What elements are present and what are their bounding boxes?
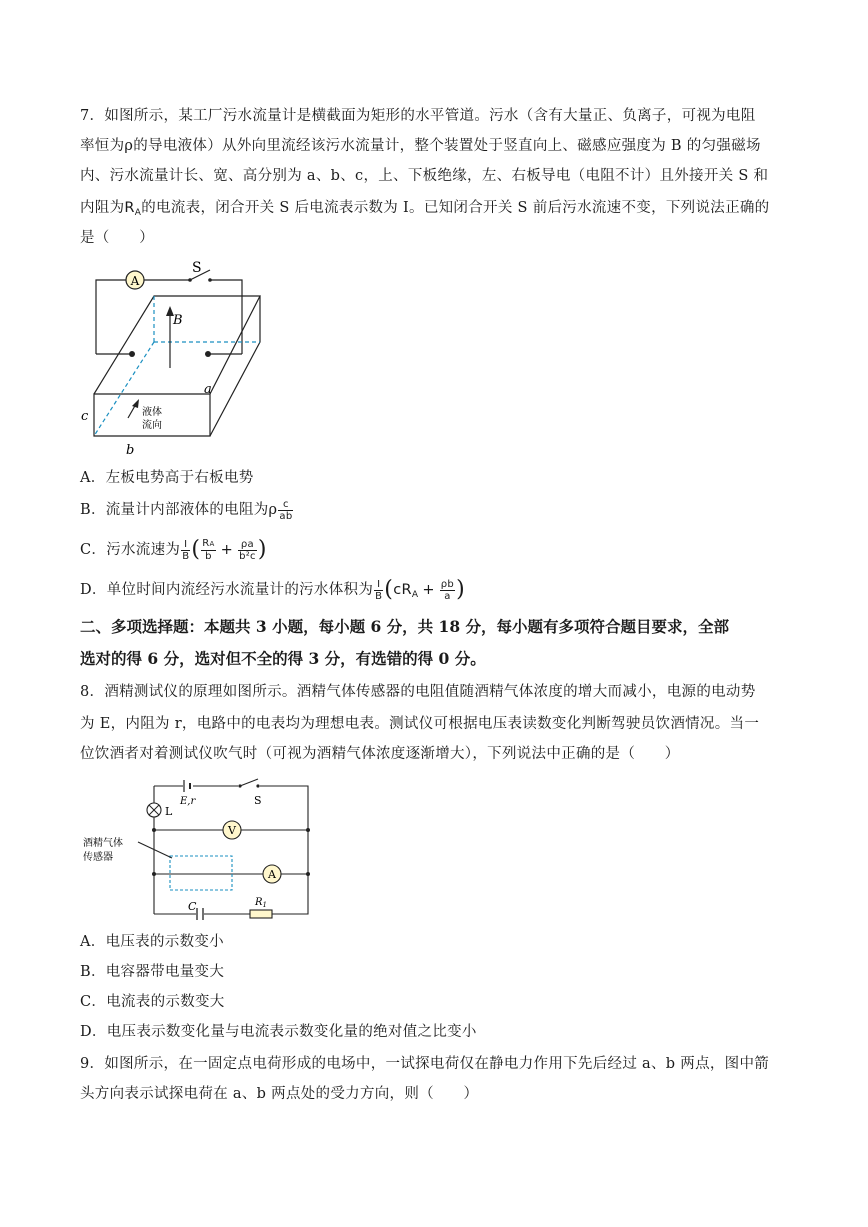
section-2-heading-line-2: 选对的得 6 分，选对但不全的得 3 分，有选错的得 0 分。 — [80, 649, 486, 668]
q7-line-5: 是（ ） — [80, 230, 154, 246]
q7-c-label: c — [81, 409, 89, 424]
q9-line-2: 头方向表示试探电荷在 a、b 两点处的受力方向，则（ ） — [80, 1086, 479, 1102]
q8-option-a: A．电压表的示数变小 — [80, 934, 224, 950]
q7-option-c-frac-1: $\frac{I}{B}$ — [182, 538, 190, 562]
q7-line-4-post: 的电流表，闭合开关 S 后电流表示数为 I。已知闭合开关 S 前后污水流速不变，下列说法正确的 — [141, 200, 770, 216]
q7-option-c-plus: + — [220, 542, 234, 558]
q7-wire-right — [210, 280, 242, 354]
section-2-heading-line-1: 二、多项选择题：本题共 3 小题，每小题 6 分，共 18 分，每小题有多项符合题目要求，全部 — [80, 617, 730, 636]
q7-box-right — [210, 296, 260, 436]
q7-switch-label: S — [192, 260, 202, 276]
q8-resistor-label: $R_1$ — [255, 897, 267, 909]
q8-switch-label: S — [254, 794, 262, 807]
q7-b-dim-label: b — [126, 443, 135, 458]
q8-line-3: 位饮酒者对着测试仪吹气时（可视为酒精气体浓度逐渐增大），下列说法中正确的是（ ） — [80, 746, 680, 762]
q7-option-d-term: $cR_A$ — [393, 582, 419, 600]
q7-flowmeter-figure — [80, 258, 270, 458]
q7-flow-label-2: 流向 — [142, 420, 162, 431]
q8-sensor-box — [170, 856, 232, 890]
q7-wire-left — [96, 280, 126, 354]
q8-option-c: C．电流表的示数变大 — [80, 994, 225, 1010]
q8-circuit-figure — [80, 776, 320, 924]
q7-b-label: B — [173, 313, 183, 328]
q7-option-a: A．左板电势高于右板电势 — [80, 470, 254, 486]
q8-resistor-symbol — [250, 910, 272, 918]
q8-lamp-label: L — [165, 805, 173, 818]
q8-line-1: 8．酒精测试仪的原理如图所示。酒精气体传感器的电阻值随酒精气体浓度的增大而减小，电源的电动势 — [80, 684, 756, 700]
q8-sensor-label-1: 酒精气体 — [83, 838, 123, 849]
q7-a-label: a — [204, 382, 212, 397]
q7-flow-label-1: 液体 — [142, 407, 162, 418]
q7-box-top — [94, 296, 260, 394]
q7-option-c-text: C．污水流速为 — [80, 542, 181, 558]
q8-battery-label: E,r — [180, 796, 196, 807]
q7-option-d-text: D．单位时间内流经污水流量计的污水体积为 — [80, 582, 374, 598]
q7-ra-subscript: A — [134, 208, 142, 218]
q8-line-2: 为 E，内阻为 r，电路中的电表均为理想电表。测试仪可根据电压表读数变化判断驾驶员饮酒情况。当一 — [80, 716, 760, 732]
q7-option-d-frac-1: $\frac{I}{B}$ — [375, 578, 383, 602]
q9-line-1: 9．如图所示，在一固定点电荷形成的电场中，一试探电荷仅在静电力作用下先后经过 a、b 两点，图中箭 — [80, 1056, 770, 1072]
q8-option-d: D．电压表示数变化量与电流表示数变化量的绝对值之比变小 — [80, 1024, 477, 1040]
q7-option-c-frac-2: $\frac{RA}{b}$ — [202, 538, 215, 562]
q8-capacitor-label: C — [188, 900, 197, 913]
q8-sensor-pointer — [138, 842, 172, 858]
q7-line-1: 7．如图所示，某工厂污水流量计是横截面为矩形的水平管道。污水（含有大量正、负离子，可视为电阻 — [80, 108, 756, 124]
q8-option-b: B．电容器带电量变大 — [80, 964, 225, 980]
q7-option-d-plus: + — [422, 582, 435, 598]
q8-sensor-label-2: 传感器 — [83, 852, 113, 863]
q7-line-4-pre: 内阻为 — [80, 200, 125, 216]
q8-voltmeter-label: V — [228, 824, 236, 837]
q7-option-c-frac-3: $\frac{\rho a}{\text{b²c}}$ — [239, 538, 256, 562]
q8-outer-wire — [154, 786, 308, 914]
q7-line-3: 内、污水流量计长、宽、高分别为 a、b、c，上、下板绝缘，左、右板导电（电阻不计）且外接开关 S 和 — [80, 168, 769, 184]
q7-ra-symbol: R — [124, 200, 135, 216]
q7-ammeter-label: A — [130, 274, 140, 288]
q7-line-2: 率恒为ρ的导电液体）从外向里流经该污水流量计，整个装置处于竖直向上、磁感应强度为 B 的匀强磁场 — [80, 138, 761, 154]
q7-option-d: D．单位时间内流经污水流量计的污水体积为 $\frac{I}{B}$ ($cR_A$ + $\frac{\rho b}{a}$ ) — [80, 577, 465, 602]
q7-option-d-frac-2: $\frac{\rho b}{a}$ — [440, 578, 455, 602]
q7-option-c: C．污水流速为 $\frac{I}{B}$ ( $\frac{RA}{b}$ + $\frac{\rho a}{\text{b²c}}$ ) — [80, 537, 267, 562]
q7-option-b-text: B．流量计内部液体的电阻为ρ — [80, 502, 278, 518]
q7-option-b — [80, 494, 796, 526]
q7-option-b-fraction: $\frac{c}{ab}$ — [279, 498, 293, 522]
q8-ammeter-label: A — [268, 868, 276, 881]
